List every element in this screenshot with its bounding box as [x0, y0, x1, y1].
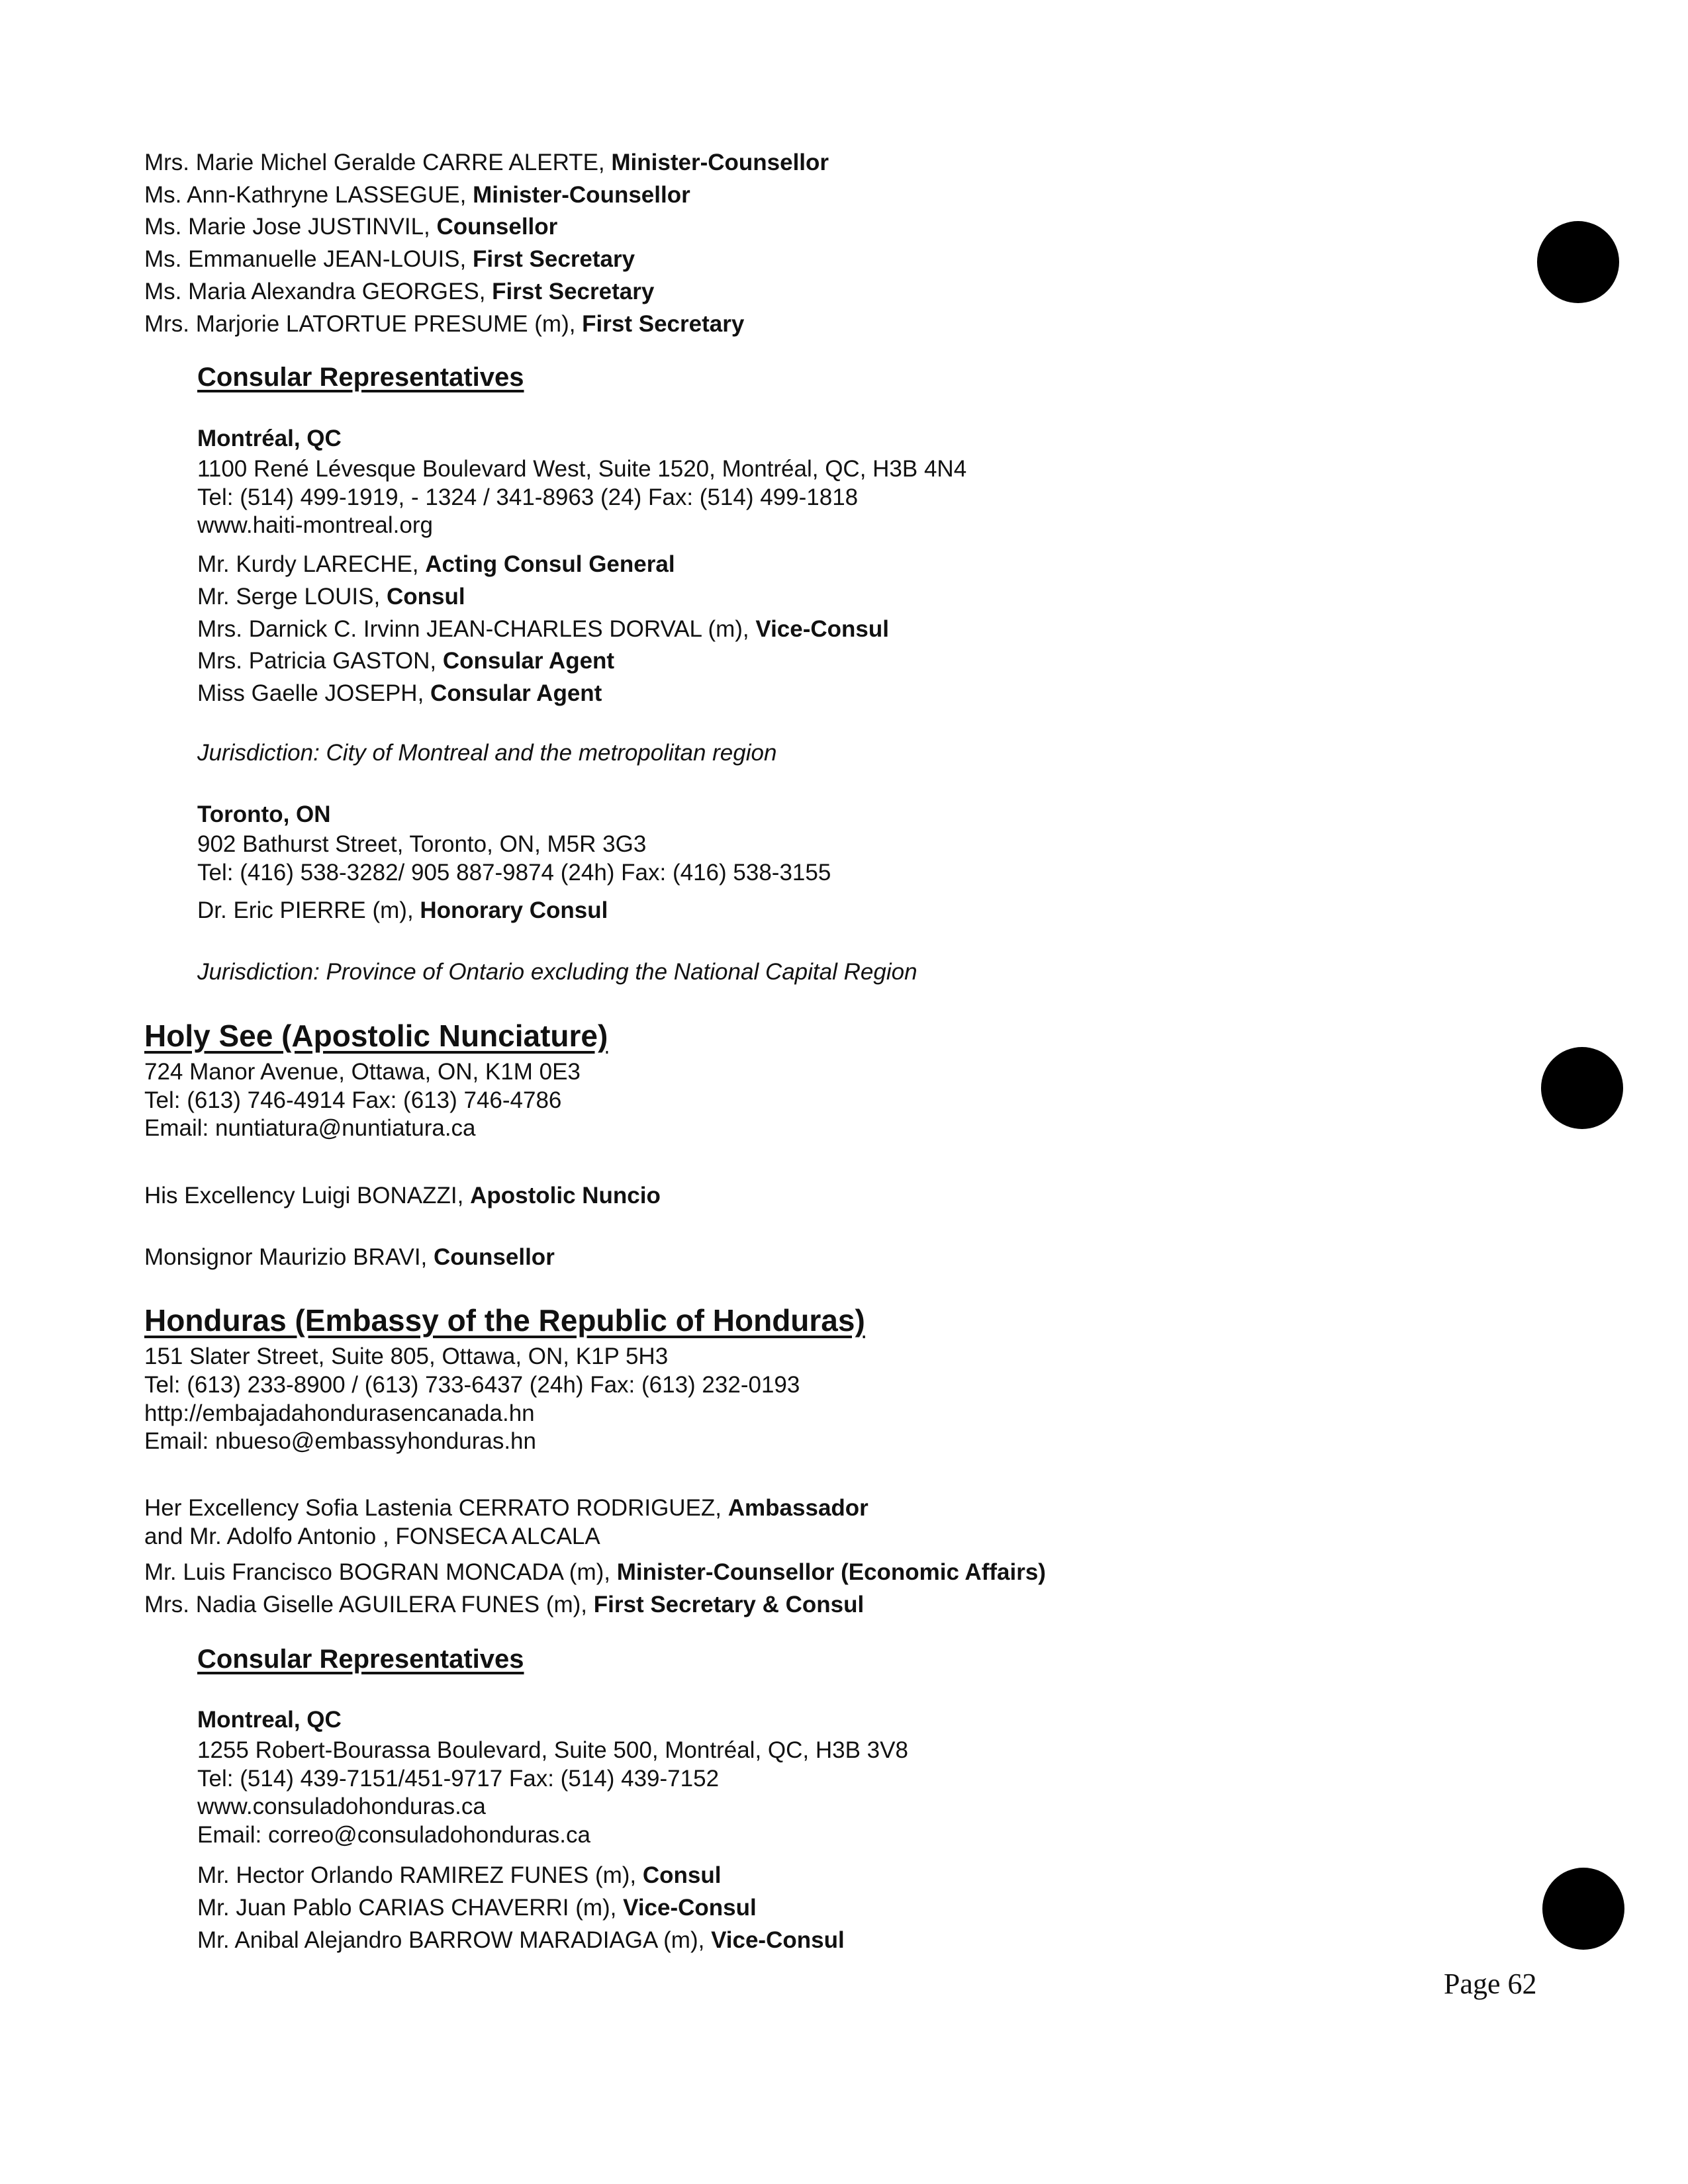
punch-hole-top [1537, 221, 1619, 303]
embassy-email: Email: nuntiatura@nuntiatura.ca [144, 1115, 476, 1141]
country-heading-honduras: Honduras (Embassy of the Republic of Honduras) [144, 1303, 865, 1338]
staff-entry: Ms. Emmanuelle JEAN-LOUIS, First Secretary [144, 246, 635, 272]
staff-entry: Ms. Ann-Kathryne LASSEGUE, Minister-Counsellor [144, 182, 690, 208]
staff-entry: Mrs. Patricia GASTON, Consular Agent [197, 648, 615, 674]
staff-entry: Mr. Luis Francisco BOGRAN MONCADA (m), Minister-Counsellor (Economic Affairs) [144, 1559, 1046, 1585]
staff-entry: Mrs. Nadia Giselle AGUILERA FUNES (m), First Secretary & Consul [144, 1592, 865, 1617]
country-heading-holy-see: Holy See (Apostolic Nunciature) [144, 1019, 608, 1053]
consulate-website: www.haiti-montreal.org [197, 512, 433, 538]
consulate-address: 1255 Robert-Bourassa Boulevard, Suite 500, Montréal, QC, H3B 3V8 [197, 1737, 908, 1763]
consulate-address: 902 Bathurst Street, Toronto, ON, M5R 3G3 [197, 831, 647, 857]
consulate-city: Toronto, ON [197, 801, 331, 827]
spouse-entry: and Mr. Adolfo Antonio , FONSECA ALCALA [144, 1524, 600, 1549]
staff-entry: Ms. Maria Alexandra GEORGES, First Secretary [144, 279, 655, 304]
consulate-address: 1100 René Lévesque Boulevard West, Suite 1520, Montréal, QC, H3B 4N4 [197, 456, 967, 482]
embassy-phone: Tel: (613) 746-4914 Fax: (613) 746-4786 [144, 1087, 562, 1113]
embassy-address: 151 Slater Street, Suite 805, Ottawa, ON, K1P 5H3 [144, 1343, 669, 1369]
embassy-address: 724 Manor Avenue, Ottawa, ON, K1M 0E3 [144, 1059, 581, 1085]
consular-representatives-heading: Consular Representatives [197, 363, 524, 392]
jurisdiction-note: Jurisdiction: Province of Ontario excluding the National Capital Region [197, 959, 917, 985]
staff-entry: Mrs. Marie Michel Geralde CARRE ALERTE, Minister-Counsellor [144, 150, 829, 175]
staff-entry: Miss Gaelle JOSEPH, Consular Agent [197, 680, 602, 706]
staff-entry: Mr. Kurdy LARECHE, Acting Consul General [197, 551, 675, 577]
staff-entry: Mrs. Darnick C. Irvinn JEAN-CHARLES DORVAL (m), Vice-Consul [197, 616, 890, 642]
page-number: Page 62 [1444, 1968, 1537, 2000]
staff-entry: Dr. Eric PIERRE (m), Honorary Consul [197, 897, 608, 923]
ambassador-entry: Her Excellency Sofia Lastenia CERRATO RODRIGUEZ, Ambassador [144, 1495, 868, 1521]
embassy-phone: Tel: (613) 233-8900 / (613) 733-6437 (24h) Fax: (613) 232-0193 [144, 1372, 800, 1398]
punch-hole-middle [1541, 1047, 1623, 1129]
embassy-email: Email: nbueso@embassyhonduras.hn [144, 1428, 536, 1454]
staff-entry: Mr. Anibal Alejandro BARROW MARADIAGA (m), Vice-Consul [197, 1927, 845, 1953]
staff-entry: Mr. Juan Pablo CARIAS CHAVERRI (m), Vice-Consul [197, 1895, 757, 1921]
consular-representatives-heading: Consular Representatives [197, 1645, 524, 1674]
staff-entry: Mr. Hector Orlando RAMIREZ FUNES (m), Consul [197, 1862, 722, 1888]
jurisdiction-note: Jurisdiction: City of Montreal and the metropolitan region [197, 740, 777, 766]
staff-entry: Monsignor Maurizio BRAVI, Counsellor [144, 1244, 555, 1270]
staff-entry: Mr. Serge LOUIS, Consul [197, 584, 465, 610]
staff-entry: His Excellency Luigi BONAZZI, Apostolic Nuncio [144, 1183, 661, 1208]
punch-hole-bottom [1542, 1868, 1624, 1950]
staff-entry: Mrs. Marjorie LATORTUE PRESUME (m), First Secretary [144, 311, 745, 337]
consulate-website: www.consuladohonduras.ca [197, 1794, 486, 1819]
consulate-city: Montréal, QC [197, 426, 342, 451]
embassy-website: http://embajadahondurasencanada.hn [144, 1400, 535, 1426]
consulate-phone: Tel: (514) 439-7151/451-9717 Fax: (514) 439-7152 [197, 1766, 720, 1792]
staff-entry: Ms. Marie Jose JUSTINVIL, Counsellor [144, 214, 558, 240]
consulate-city: Montreal, QC [197, 1707, 342, 1733]
consulate-email: Email: correo@consuladohonduras.ca [197, 1822, 590, 1848]
consulate-phone: Tel: (416) 538-3282/ 905 887-9874 (24h) Fax: (416) 538-3155 [197, 860, 831, 886]
consulate-phone: Tel: (514) 499-1919, - 1324 / 341-8963 (24) Fax: (514) 499-1818 [197, 484, 859, 510]
